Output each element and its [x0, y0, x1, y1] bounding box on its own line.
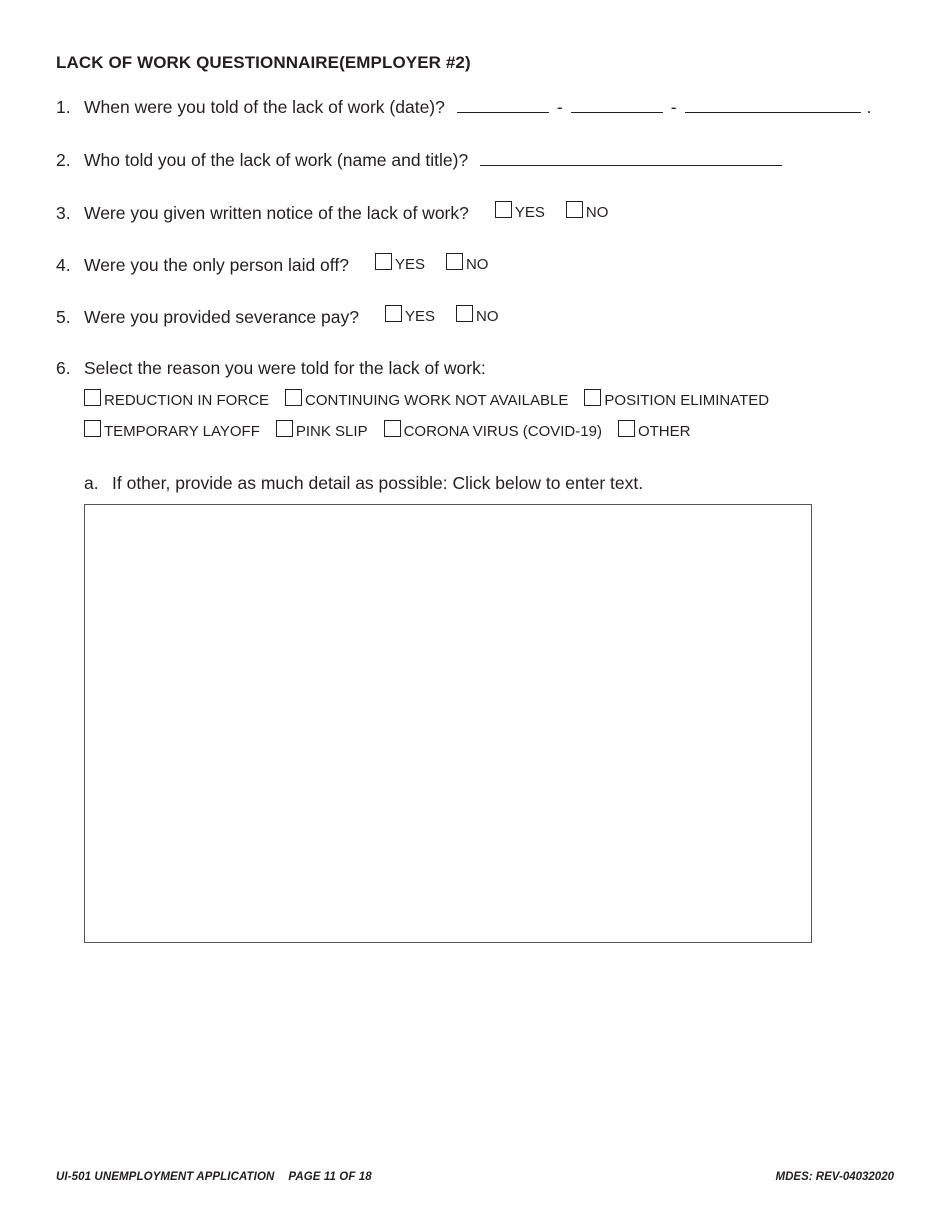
date-day-field[interactable] — [571, 97, 663, 113]
checkbox[interactable] — [285, 389, 302, 406]
option-label: OTHER — [637, 423, 691, 440]
severance-yes[interactable] — [385, 306, 435, 323]
question-number: 1. — [56, 97, 71, 117]
subquestion-letter: a. — [84, 473, 99, 493]
question-6 — [56, 358, 486, 379]
reason-pink-slip[interactable] — [276, 421, 368, 438]
date-separator: - — [670, 97, 677, 117]
reason-options-row-1 — [84, 390, 785, 407]
checkbox[interactable] — [456, 305, 473, 322]
option-label: YES — [514, 204, 545, 221]
question-2 — [56, 150, 782, 171]
checkbox[interactable] — [384, 420, 401, 437]
checkbox[interactable] — [566, 201, 583, 218]
only-person-no[interactable] — [446, 254, 489, 271]
checkbox[interactable] — [84, 389, 101, 406]
checkbox[interactable] — [446, 253, 463, 270]
checkbox[interactable] — [375, 253, 392, 270]
written-notice-yes[interactable] — [495, 202, 545, 219]
question-number: 3. — [56, 203, 71, 223]
checkbox[interactable] — [495, 201, 512, 218]
question-1 — [56, 97, 871, 118]
question-text: Who told you of the lack of work (name and title)? — [84, 150, 469, 170]
question-text: Were you the only person laid off? — [84, 255, 349, 275]
reason-position-eliminated[interactable] — [584, 390, 769, 407]
date-end-mark: . — [866, 97, 872, 117]
written-notice-no[interactable] — [566, 202, 609, 219]
option-label: YES — [394, 256, 425, 273]
option-label: NO — [585, 204, 609, 221]
date-separator: - — [556, 97, 563, 117]
option-label: YES — [404, 308, 435, 325]
checkbox[interactable] — [385, 305, 402, 322]
checkbox[interactable] — [84, 420, 101, 437]
footer-revision: MDES: REV-04032020 — [775, 1171, 894, 1183]
reason-options-row-2 — [84, 421, 706, 438]
subquestion-text: If other, provide as much detail as possible: Click below to enter text. — [112, 473, 644, 493]
option-label: TEMPORARY LAYOFF — [104, 423, 260, 440]
reason-corona-virus[interactable] — [384, 421, 602, 438]
option-label: POSITION ELIMINATED — [604, 392, 770, 409]
question-4 — [56, 254, 488, 276]
question-number: 2. — [56, 150, 71, 170]
reason-continuing-work-not-available[interactable] — [285, 390, 568, 407]
option-label: NO — [476, 308, 499, 325]
question-text: Were you provided severance pay? — [84, 307, 359, 327]
checkbox[interactable] — [276, 420, 293, 437]
option-label: CORONA VIRUS (COVID-19) — [403, 423, 602, 440]
question-number: 4. — [56, 255, 71, 275]
page-title: LACK OF WORK QUESTIONNAIRE(EMPLOYER #2) — [56, 53, 471, 72]
question-text: Were you given written notice of the lack of work? — [84, 203, 469, 223]
footer-page-number: PAGE 11 OF 18 — [288, 1171, 372, 1183]
question-number: 6. — [56, 358, 71, 378]
name-title-field[interactable] — [480, 150, 782, 166]
option-label: REDUCTION IN FORCE — [104, 392, 269, 409]
date-month-field[interactable] — [457, 97, 549, 113]
checkbox[interactable] — [618, 420, 635, 437]
reason-other[interactable] — [618, 421, 691, 438]
footer-form-info — [56, 1171, 372, 1183]
checkbox[interactable] — [584, 389, 601, 406]
only-person-yes[interactable] — [375, 254, 425, 271]
reason-temporary-layoff[interactable] — [84, 421, 260, 438]
question-text: Select the reason you were told for the lack of work: — [84, 358, 486, 378]
other-detail-prompt — [84, 473, 643, 494]
severance-no[interactable] — [456, 306, 499, 323]
date-year-field[interactable] — [685, 97, 861, 113]
other-detail-textarea[interactable] — [84, 504, 812, 943]
question-3 — [56, 202, 608, 224]
option-label: PINK SLIP — [295, 423, 368, 440]
question-text: When were you told of the lack of work (date)? — [84, 97, 445, 117]
reason-reduction-in-force[interactable] — [84, 390, 269, 407]
option-label: NO — [465, 256, 489, 273]
question-5 — [56, 306, 499, 328]
question-number: 5. — [56, 307, 71, 327]
option-label: CONTINUING WORK NOT AVAILABLE — [305, 392, 569, 409]
footer-form-name: UI-501 UNEMPLOYMENT APPLICATION — [56, 1171, 275, 1183]
